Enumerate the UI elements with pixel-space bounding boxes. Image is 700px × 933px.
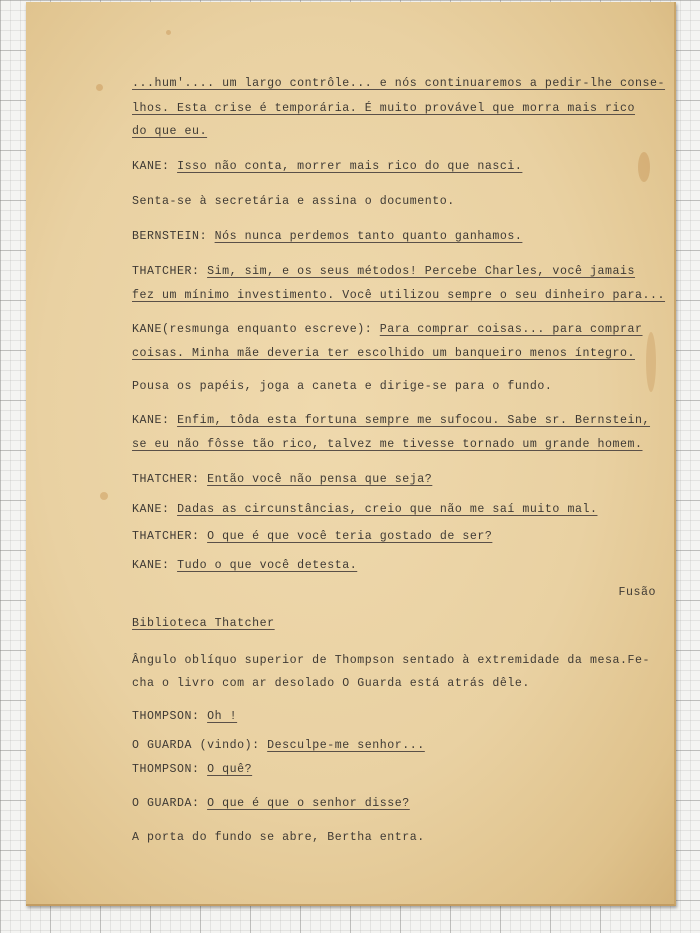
paper-stain xyxy=(646,332,656,392)
text-line: se eu não fôsse tão rico, talvez me tivesse tornado um grande homem. xyxy=(132,438,643,451)
speaker-label: THATCHER: xyxy=(132,530,200,543)
dialogue-line xyxy=(132,503,597,516)
speaker-label: KANE: xyxy=(132,160,170,173)
speaker-label: O GUARDA: xyxy=(132,797,200,810)
dialogue-line xyxy=(132,414,650,427)
speaker-label: KANE xyxy=(132,323,163,336)
paper-stain xyxy=(96,84,103,91)
typewritten-page xyxy=(26,2,676,906)
speaker-label: KANE: xyxy=(132,559,170,572)
speaker-label: THATCHER: xyxy=(132,473,200,486)
dialogue-line xyxy=(132,530,492,543)
dialogue-line xyxy=(132,473,432,486)
text-line: coisas. Minha mãe deveria ter escolhido um banqueiro menos íntegro. xyxy=(132,347,635,360)
dialogue-text: Nós nunca perdemos tanto quanto ganhamos. xyxy=(214,230,523,243)
dialogue-text: O que é que você teria gostado de ser? xyxy=(207,530,493,543)
dialogue-text: Isso não conta, morrer mais rico do que nasci. xyxy=(177,160,523,173)
dialogue-line xyxy=(132,739,425,752)
dialogue-text: Para comprar coisas... para comprar xyxy=(379,323,643,336)
dialogue-line xyxy=(132,559,357,572)
speaker-label: THOMPSON: xyxy=(132,763,200,776)
scene-heading: Biblioteca Thatcher xyxy=(132,617,275,630)
paper-stain xyxy=(638,152,650,182)
dialogue-line xyxy=(132,323,643,336)
speaker-label: THOMPSON: xyxy=(132,710,200,723)
text-line: lhos. Esta crise é temporária. É muito provável que morra mais rico xyxy=(132,102,635,115)
stage-direction: Senta-se à secretária e assina o documento. xyxy=(132,195,455,208)
dialogue-text: Dadas as circunstâncias, creio que não me saí muito mal. xyxy=(177,503,598,516)
dialogue-text: Enfim, tôda esta fortuna sempre me sufocou. Sabe sr. Bernstein, xyxy=(177,414,651,427)
dialogue-line xyxy=(132,763,252,776)
transition-label: Fusão xyxy=(618,586,656,599)
text-line: ...hum'.... um largo contrôle... e nós continuaremos a pedir-lhe conse- xyxy=(132,77,666,90)
stage-direction: A porta do fundo se abre, Bertha entra. xyxy=(132,831,425,844)
speaker-label: THATCHER: xyxy=(132,265,200,278)
speaker-label: BERNSTEIN: xyxy=(132,230,208,243)
paper-stain xyxy=(100,492,108,500)
dialogue-text: Oh ! xyxy=(207,710,238,723)
dialogue-text: Desculpe-me senhor... xyxy=(267,739,425,752)
speaker-label: KANE: xyxy=(132,503,170,516)
speaker-label: KANE: xyxy=(132,414,170,427)
speaker-label: O GUARDA xyxy=(132,739,193,752)
dialogue-line xyxy=(132,710,237,723)
text-line: do que eu. xyxy=(132,125,208,138)
dialogue-line xyxy=(132,797,410,810)
dialogue-text: O que é que o senhor disse? xyxy=(207,797,410,810)
stage-note: (resmunga enquanto escreve): xyxy=(162,323,373,336)
dialogue-line xyxy=(132,265,635,278)
dialogue-line xyxy=(132,230,522,243)
dialogue-text: O quê? xyxy=(207,763,253,776)
paper-stain xyxy=(166,30,171,35)
stage-direction: Pousa os papéis, joga a caneta e dirige-se para o fundo. xyxy=(132,380,553,393)
dialogue-text: Tudo o que você detesta. xyxy=(177,559,358,572)
stage-direction: cha o livro com ar desolado O Guarda está atrás dêle. xyxy=(132,677,530,690)
text-line: fez um mínimo investimento. Você utilizou sempre o seu dinheiro para... xyxy=(132,289,666,302)
stage-note: (vindo): xyxy=(199,739,260,752)
dialogue-text: Sim, sim, e os seus métodos! Percebe Charles, você jamais xyxy=(207,265,636,278)
stage-direction: Ângulo oblíquo superior de Thompson sentado à extremidade da mesa.Fe- xyxy=(132,654,651,667)
dialogue-text: Então você não pensa que seja? xyxy=(207,473,433,486)
dialogue-line xyxy=(132,160,522,173)
